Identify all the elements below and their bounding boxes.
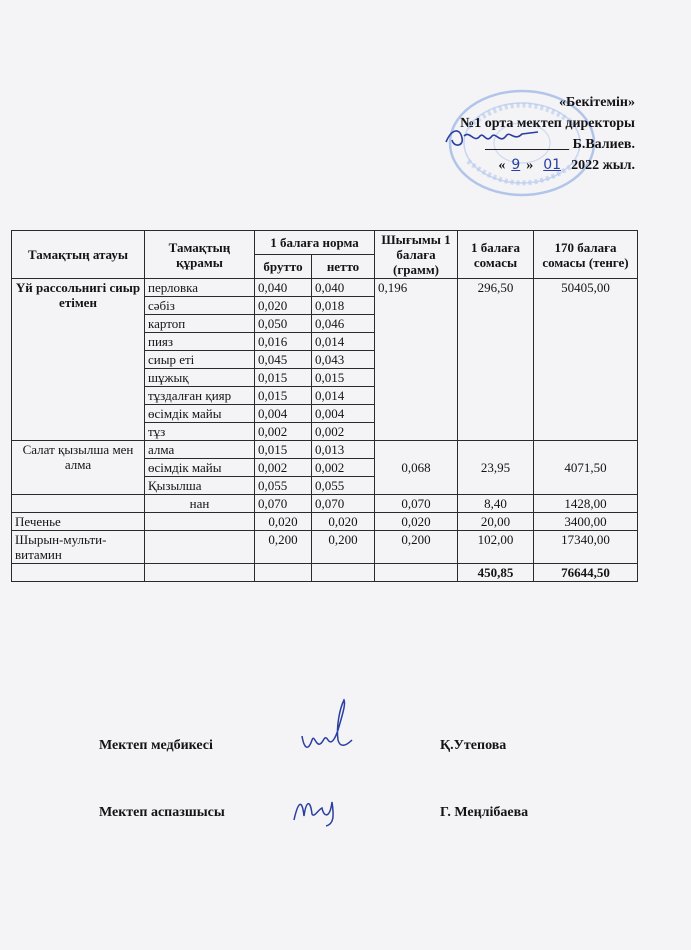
date-month: 01: [543, 157, 562, 173]
cook-name: Г. Меңлібаева: [440, 805, 529, 820]
header-cost-one: 1 балаға сомасы: [458, 231, 534, 279]
menu-table: [11, 230, 638, 582]
ingredient: шұжық: [145, 369, 255, 387]
header-row: [12, 231, 638, 255]
ingredient: тұз: [145, 423, 255, 441]
empty-cell: [145, 564, 255, 582]
brutto: 0,050: [255, 315, 312, 333]
header-cost-170: 170 балаға сомасы (тенге): [534, 231, 638, 279]
cook-role: Мектеп аспазшысы: [99, 805, 225, 820]
date-year: 2022 жыл.: [571, 158, 635, 173]
date-quote-open: «: [498, 158, 506, 173]
approval-position: №1 орта мектеп директоры: [460, 116, 635, 131]
dish-name: Салат қызылша мен алма: [12, 441, 145, 495]
brutto: 0,055: [255, 477, 312, 495]
ingredient: [145, 513, 255, 531]
ingredient: тұздалған қияр: [145, 387, 255, 405]
brutto: 0,002: [255, 423, 312, 441]
output: 0,020: [375, 513, 458, 531]
cost-one: 102,00: [458, 531, 534, 564]
signature-line: ____________: [485, 137, 570, 152]
header-food-name: Тамақтың атауы: [12, 231, 145, 279]
brutto: 0,040: [255, 279, 312, 297]
date-quote-close: »: [526, 158, 534, 173]
cost-one: 20,00: [458, 513, 534, 531]
brutto: 0,015: [255, 387, 312, 405]
netto: 0,020: [312, 513, 375, 531]
nurse-signature: [298, 696, 358, 760]
ingredient: сиыр еті: [145, 351, 255, 369]
header-brutto: брутто: [255, 255, 312, 279]
header-composition: Тамақтың құрамы: [145, 231, 255, 279]
header-netto: нетто: [312, 255, 375, 279]
ingredient: өсімдік майы: [145, 405, 255, 423]
netto: 0,004: [312, 405, 375, 423]
header-norm: 1 балаға норма: [255, 231, 375, 255]
dish-name: Шырын-мульти-витамин: [12, 531, 145, 564]
netto: 0,043: [312, 351, 375, 369]
ingredient: сәбіз: [145, 297, 255, 315]
output: 0,068: [375, 441, 458, 495]
table-row: [12, 495, 638, 513]
approval-block: [410, 92, 635, 176]
cost-170: 50405,00: [534, 279, 638, 441]
dish-name: [12, 495, 145, 513]
brutto: 0,015: [255, 441, 312, 459]
netto: 0,015: [312, 369, 375, 387]
brutto: 0,016: [255, 333, 312, 351]
ingredient: перловка: [145, 279, 255, 297]
table-row: [12, 441, 638, 459]
approval-signer: [410, 134, 635, 155]
netto: 0,014: [312, 387, 375, 405]
cost-one: 8,40: [458, 495, 534, 513]
total-row: [12, 564, 638, 582]
output: 0,200: [375, 531, 458, 564]
table-row: [12, 279, 638, 297]
ingredient: Қызылша: [145, 477, 255, 495]
netto: 0,055: [312, 477, 375, 495]
empty-cell: [255, 564, 312, 582]
brutto: 0,070: [255, 495, 312, 513]
brutto: 0,020: [255, 513, 312, 531]
nurse-name: Қ.Утепова: [440, 738, 507, 753]
table-row: [12, 531, 638, 564]
ingredient: картоп: [145, 315, 255, 333]
approval-date: [410, 155, 635, 176]
brutto: 0,020: [255, 297, 312, 315]
empty-cell: [375, 564, 458, 582]
brutto: 0,004: [255, 405, 312, 423]
cost-170: 3400,00: [534, 513, 638, 531]
ingredient: алма: [145, 441, 255, 459]
nurse-role: Мектеп медбикесі: [99, 738, 213, 753]
netto: 0,040: [312, 279, 375, 297]
cook-signature: [290, 788, 350, 828]
cost-170: 1428,00: [534, 495, 638, 513]
empty-cell: [312, 564, 375, 582]
netto: 0,046: [312, 315, 375, 333]
ingredient: пияз: [145, 333, 255, 351]
header-output: Шығымы 1 балаға (грамм): [375, 231, 458, 279]
ingredient: өсімдік майы: [145, 459, 255, 477]
table-row: [12, 513, 638, 531]
dish-name: Печенье: [12, 513, 145, 531]
netto: 0,002: [312, 459, 375, 477]
netto: 0,013: [312, 441, 375, 459]
empty-cell: [12, 564, 145, 582]
cost-one: 296,50: [458, 279, 534, 441]
dish-name: Үй рассольнигі сиыр етімен: [12, 279, 145, 441]
director-name: Б.Валиев.: [572, 137, 635, 152]
netto: 0,014: [312, 333, 375, 351]
cost-170: 4071,50: [534, 441, 638, 495]
netto: 0,002: [312, 423, 375, 441]
netto: 0,070: [312, 495, 375, 513]
brutto: 0,015: [255, 369, 312, 387]
ingredient: [145, 531, 255, 564]
netto: 0,200: [312, 531, 375, 564]
output: 0,070: [375, 495, 458, 513]
cost-170: 17340,00: [534, 531, 638, 564]
brutto: 0,045: [255, 351, 312, 369]
output: 0,196: [375, 279, 458, 441]
cost-one: 23,95: [458, 441, 534, 495]
total-cost-170: 76644,50: [534, 564, 638, 582]
total-cost-one: 450,85: [458, 564, 534, 582]
approval-title: «Бекітемін»: [558, 95, 635, 110]
date-day: 9: [511, 157, 521, 173]
brutto: 0,002: [255, 459, 312, 477]
ingredient: нан: [145, 495, 255, 513]
brutto: 0,200: [255, 531, 312, 564]
netto: 0,018: [312, 297, 375, 315]
